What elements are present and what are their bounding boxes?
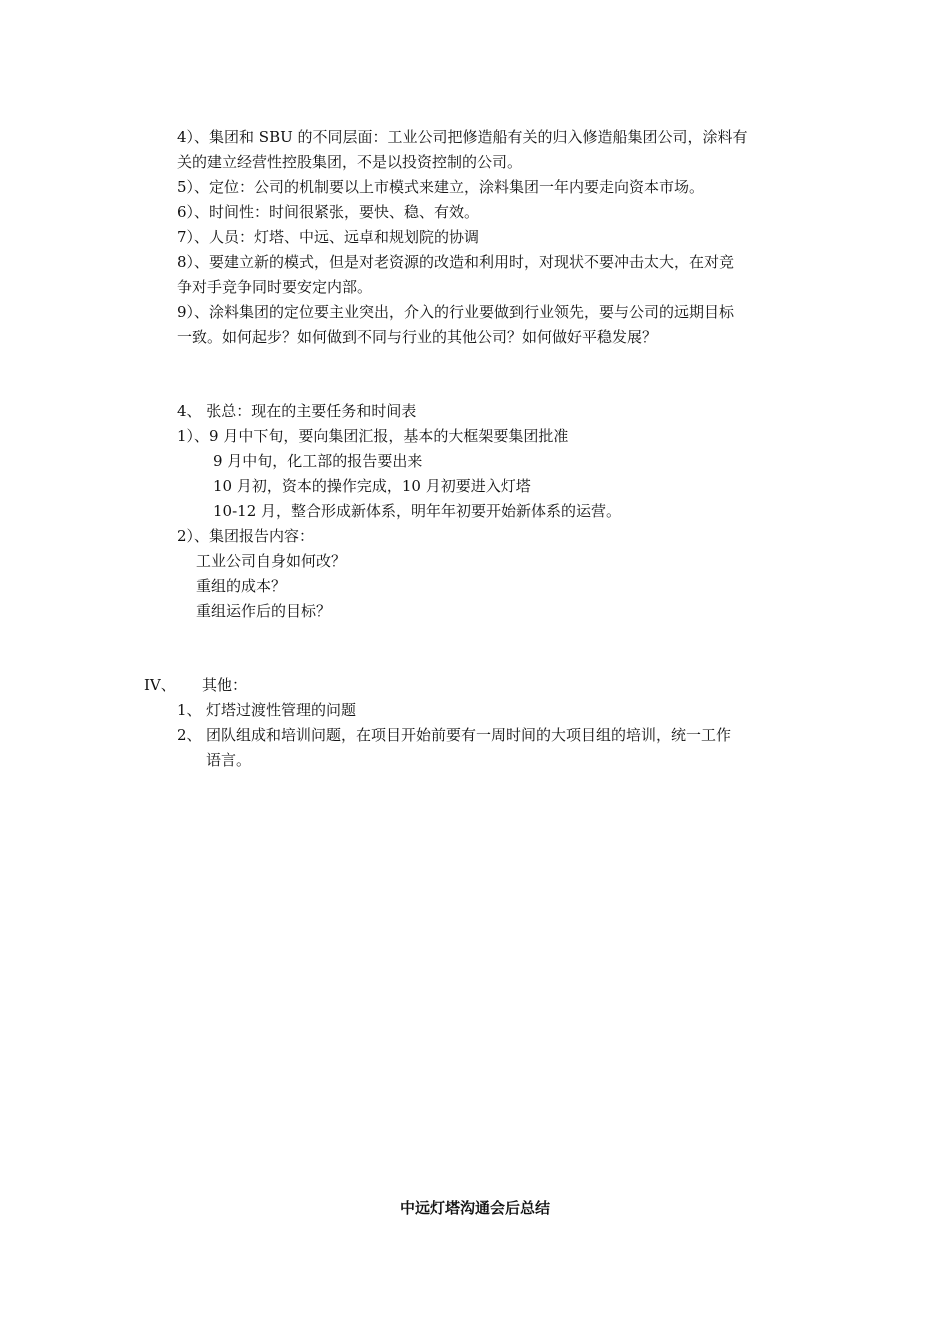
section-4-item-2-sub-1: 工业公司自身如何改？ bbox=[196, 552, 347, 570]
item-8-line-1: 8）、要建立新的模式，但是对老资源的改造和利用时，对现状不要冲击太大，在对竞 bbox=[177, 253, 735, 271]
item-5-line-1: 5）、定位：公司的机制要以上市模式来建立，涂料集团一年内要走向资本市场。 bbox=[177, 178, 705, 196]
item-9-line-2: 一致。如何起步？如何做到不同与行业的其他公司？如何做好平稳发展？ bbox=[177, 328, 658, 346]
section-iv-item-2-line-2: 语言。 bbox=[206, 751, 252, 769]
section-iv-numeral: IV、 bbox=[144, 676, 176, 694]
item-9-line-1: 9）、涂料集团的定位要主业突出，介入的行业要做到行业领先，要与公司的远期目标 bbox=[177, 303, 735, 321]
item-7-line-1: 7）、人员：灯塔、中远、远卓和规划院的协调 bbox=[177, 228, 480, 246]
section-4-item-2-title: 2）、集团报告内容： bbox=[177, 527, 315, 545]
item-4-line-1: 4）、集团和 SBU 的不同层面：工业公司把修造船有关的归入修造船集团公司，涂料有 bbox=[177, 128, 748, 146]
section-4-item-2-sub-2: 重组的成本？ bbox=[196, 577, 287, 595]
section-4-item-1-sub-2: 10 月初，资本的操作完成，10 月初要进入灯塔 bbox=[213, 477, 531, 495]
item-4-line-2: 关的建立经营性控股集团，不是以投资控制的公司。 bbox=[177, 153, 523, 171]
section-iv-title: 其他： bbox=[202, 676, 248, 694]
item-6-line-1: 6）、时间性：时间很紧张，要快、稳、有效。 bbox=[177, 203, 480, 221]
next-page-title: 中远灯塔沟通会后总结 bbox=[399, 1199, 550, 1217]
section-iv-item-2-line-1: 团队组成和培训问题，在项目开始前要有一周时间的大项目组的培训，统一工作 bbox=[206, 726, 732, 744]
item-8-line-2: 争对手竞争同时要安定内部。 bbox=[177, 278, 373, 296]
section-iv-item-2-number: 2、 bbox=[177, 726, 202, 744]
section-4-heading: 4、 张总：现在的主要任务和时间表 bbox=[177, 402, 417, 420]
section-4-item-1-sub-3: 10-12 月，整合形成新体系，明年年初要开始新体系的运营。 bbox=[213, 502, 622, 520]
section-4-item-2-sub-3: 重组运作后的目标？ bbox=[196, 602, 332, 620]
section-4-item-1-sub-1: 9 月中旬，化工部的报告要出来 bbox=[213, 452, 423, 470]
section-4-item-1-title: 1）、9 月中下旬，要向集团汇报，基本的大框架要集团批准 bbox=[177, 427, 569, 445]
section-iv-item-1-number: 1、 bbox=[177, 701, 202, 719]
section-iv-item-1-line-1: 灯塔过渡性管理的问题 bbox=[206, 701, 357, 719]
